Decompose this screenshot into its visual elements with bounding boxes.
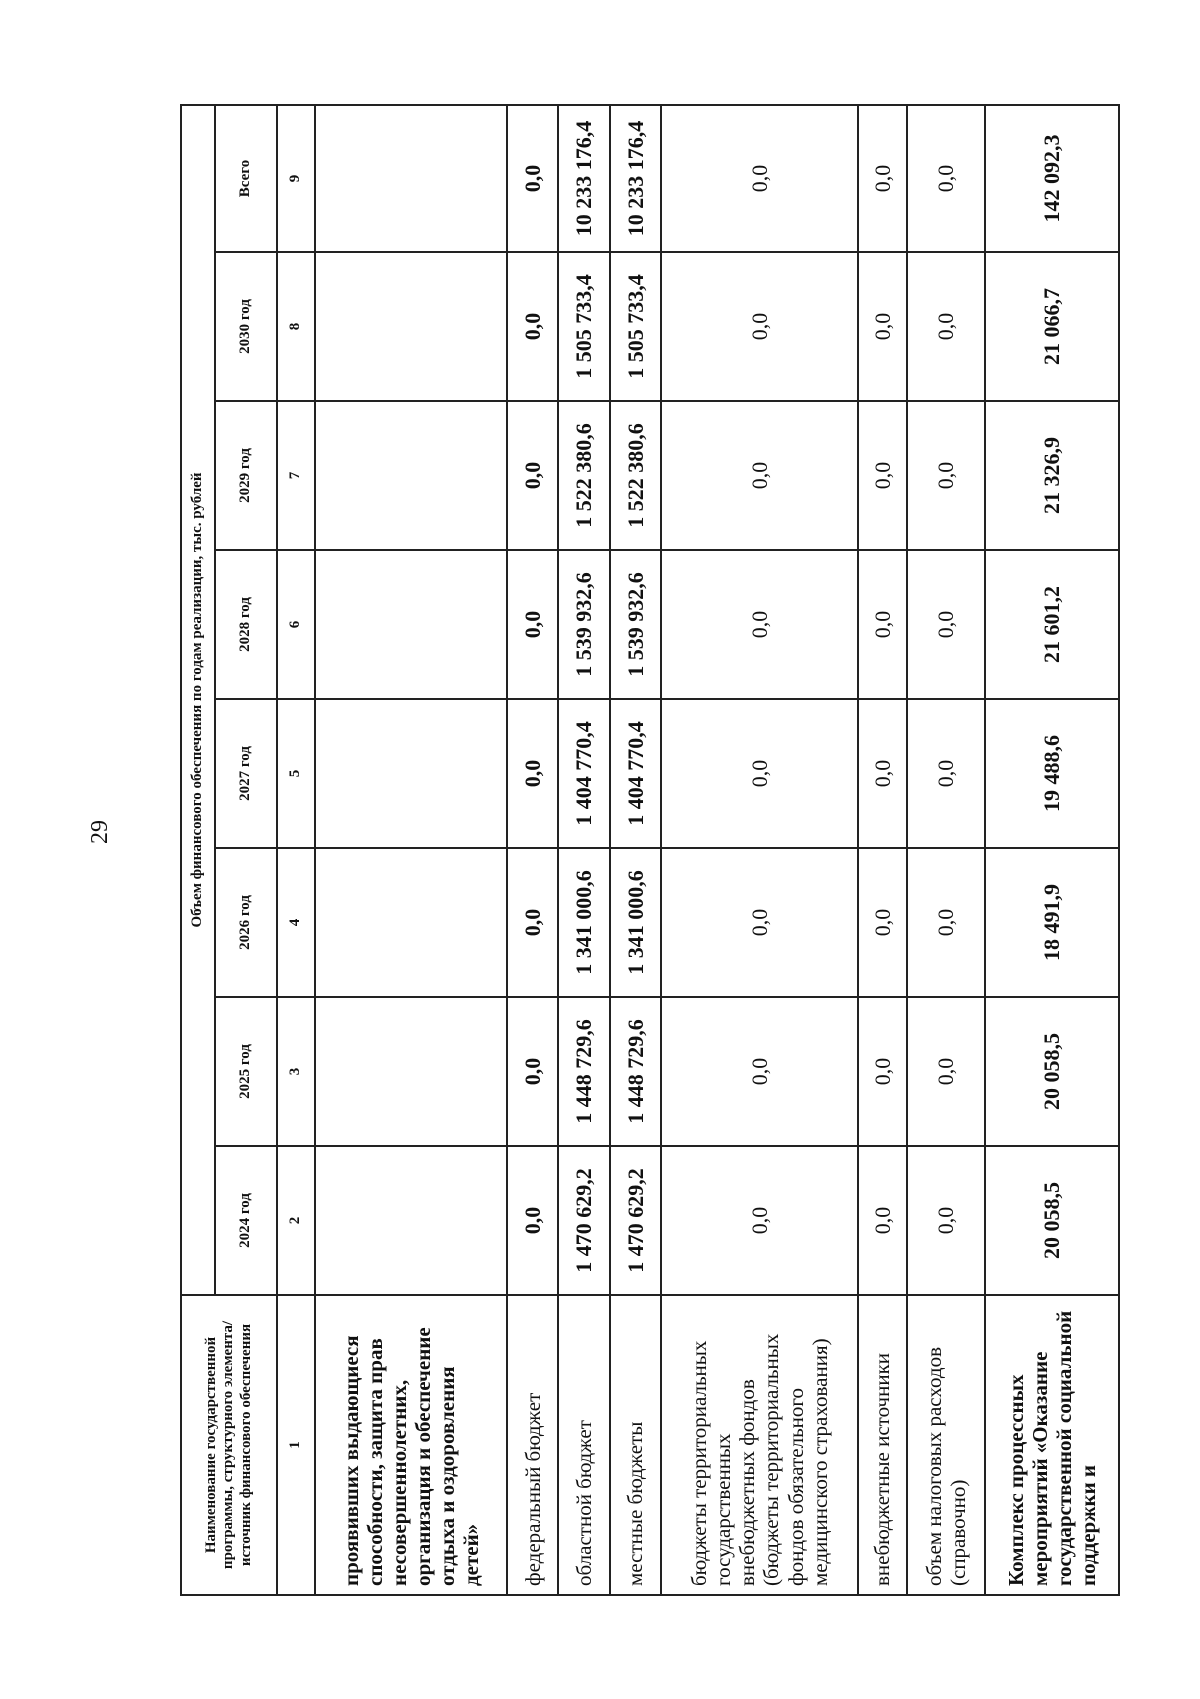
value-cell: 1 522 380,6 bbox=[558, 401, 609, 550]
value-cell: 10 233 176,4 bbox=[610, 105, 661, 252]
value-cell: 0,0 bbox=[507, 550, 558, 699]
value-cell: 1 470 629,2 bbox=[610, 1146, 661, 1295]
header-year-2028: 2028 год bbox=[215, 550, 277, 699]
value-cell: 1 341 000,6 bbox=[558, 848, 609, 997]
value-cell bbox=[315, 550, 507, 699]
value-cell: 21 326,9 bbox=[985, 401, 1119, 550]
value-cell: 1 448 729,6 bbox=[610, 997, 661, 1146]
value-cell: 0,0 bbox=[507, 699, 558, 848]
value-cell bbox=[315, 401, 507, 550]
value-cell: 0,0 bbox=[858, 105, 907, 252]
index-cell: 1 bbox=[277, 1295, 315, 1595]
header-year-2024: 2024 год bbox=[215, 1146, 277, 1295]
index-cell: 2 bbox=[277, 1146, 315, 1295]
table-row bbox=[507, 105, 558, 1595]
table-row bbox=[858, 105, 907, 1595]
value-cell: 0,0 bbox=[907, 252, 985, 401]
value-cell: 0,0 bbox=[907, 997, 985, 1146]
value-cell: 0,0 bbox=[507, 401, 558, 550]
header-year-2029: 2029 год bbox=[215, 401, 277, 550]
index-cell: 7 bbox=[277, 401, 315, 550]
value-cell: 0,0 bbox=[661, 252, 858, 401]
value-cell: 20 058,5 bbox=[985, 1146, 1119, 1295]
value-cell: 0,0 bbox=[507, 1146, 558, 1295]
header-year-2025: 2025 год bbox=[215, 997, 277, 1146]
value-cell: 0,0 bbox=[907, 1146, 985, 1295]
index-cell: 6 bbox=[277, 550, 315, 699]
value-cell bbox=[315, 252, 507, 401]
value-cell: 1 341 000,6 bbox=[610, 848, 661, 997]
table-row bbox=[985, 105, 1119, 1595]
value-cell: 0,0 bbox=[661, 997, 858, 1146]
row-name: проявивших выдающиеся способности, защита прав несовершеннолетних, организация и обеспечение отдыха и оздоровления детей» bbox=[315, 1295, 507, 1595]
value-cell: 1 448 729,6 bbox=[558, 997, 609, 1146]
value-cell bbox=[315, 997, 507, 1146]
value-cell: 0,0 bbox=[907, 550, 985, 699]
index-cell: 3 bbox=[277, 997, 315, 1146]
value-cell: 1 470 629,2 bbox=[558, 1146, 609, 1295]
value-cell: 0,0 bbox=[661, 848, 858, 997]
table-row bbox=[907, 105, 985, 1595]
value-cell: 0,0 bbox=[858, 848, 907, 997]
value-cell: 0,0 bbox=[858, 699, 907, 848]
row-name: федеральный бюджет bbox=[507, 1295, 558, 1595]
value-cell: 0,0 bbox=[507, 105, 558, 252]
value-cell: 21 066,7 bbox=[985, 252, 1119, 401]
financing-table-sheet bbox=[180, 106, 1120, 1596]
value-cell: 21 601,2 bbox=[985, 550, 1119, 699]
value-cell: 0,0 bbox=[661, 1146, 858, 1295]
header-year-2027: 2027 год bbox=[215, 699, 277, 848]
row-name: внебюджетные источники bbox=[858, 1295, 907, 1595]
value-cell bbox=[315, 699, 507, 848]
index-cell: 8 bbox=[277, 252, 315, 401]
value-cell: 0,0 bbox=[858, 550, 907, 699]
header-name-column: Наименование государственной программы, структурного элемента/источник финансового обеспечения bbox=[181, 1295, 277, 1595]
value-cell: 0,0 bbox=[661, 105, 858, 252]
value-cell: 0,0 bbox=[507, 997, 558, 1146]
value-cell bbox=[315, 105, 507, 252]
value-cell bbox=[315, 1146, 507, 1295]
value-cell: 0,0 bbox=[858, 252, 907, 401]
value-cell bbox=[315, 848, 507, 997]
value-cell: 1 539 932,6 bbox=[610, 550, 661, 699]
value-cell: 1 505 733,4 bbox=[610, 252, 661, 401]
value-cell: 1 522 380,6 bbox=[610, 401, 661, 550]
row-name: объем налоговых расходов (справочно) bbox=[907, 1295, 985, 1595]
value-cell: 19 488,6 bbox=[985, 699, 1119, 848]
index-cell: 9 bbox=[277, 105, 315, 252]
table-row bbox=[610, 105, 661, 1595]
row-name: областной бюджет bbox=[558, 1295, 609, 1595]
table-row bbox=[558, 105, 609, 1595]
value-cell: 1 404 770,4 bbox=[610, 699, 661, 848]
value-cell: 10 233 176,4 bbox=[558, 105, 609, 252]
value-cell: 0,0 bbox=[907, 401, 985, 550]
page-number: 29 bbox=[87, 820, 113, 844]
header-year-2030: 2030 год bbox=[215, 252, 277, 401]
value-cell: 142 092,3 bbox=[985, 105, 1119, 252]
value-cell: 0,0 bbox=[507, 252, 558, 401]
header-group: Объем финансового обеспечения по годам реализации, тыс. рублей bbox=[181, 105, 215, 1295]
header-total: Всего bbox=[215, 105, 277, 252]
value-cell: 0,0 bbox=[661, 699, 858, 848]
value-cell: 0,0 bbox=[661, 550, 858, 699]
value-cell: 0,0 bbox=[907, 848, 985, 997]
financing-table bbox=[180, 104, 1120, 1596]
table-row bbox=[661, 105, 858, 1595]
value-cell: 0,0 bbox=[661, 401, 858, 550]
value-cell: 1 404 770,4 bbox=[558, 699, 609, 848]
index-cell: 5 bbox=[277, 699, 315, 848]
row-name: бюджеты территориальных государственных внебюджетных фондов (бюджеты территориальных фондов обязательного медицинского страхования) bbox=[661, 1295, 858, 1595]
value-cell: 1 539 932,6 bbox=[558, 550, 609, 699]
value-cell: 0,0 bbox=[907, 699, 985, 848]
header-year-2026: 2026 год bbox=[215, 848, 277, 997]
value-cell: 0,0 bbox=[858, 997, 907, 1146]
value-cell: 0,0 bbox=[907, 105, 985, 252]
row-name: местные бюджеты bbox=[610, 1295, 661, 1595]
value-cell: 18 491,9 bbox=[985, 848, 1119, 997]
value-cell: 0,0 bbox=[858, 401, 907, 550]
value-cell: 0,0 bbox=[507, 848, 558, 997]
index-cell: 4 bbox=[277, 848, 315, 997]
value-cell: 20 058,5 bbox=[985, 997, 1119, 1146]
table-row bbox=[315, 105, 507, 1595]
value-cell: 0,0 bbox=[858, 1146, 907, 1295]
row-name: Комплекс процессных мероприятий «Оказание государственной социальной поддержки и bbox=[985, 1295, 1119, 1595]
value-cell: 1 505 733,4 bbox=[558, 252, 609, 401]
